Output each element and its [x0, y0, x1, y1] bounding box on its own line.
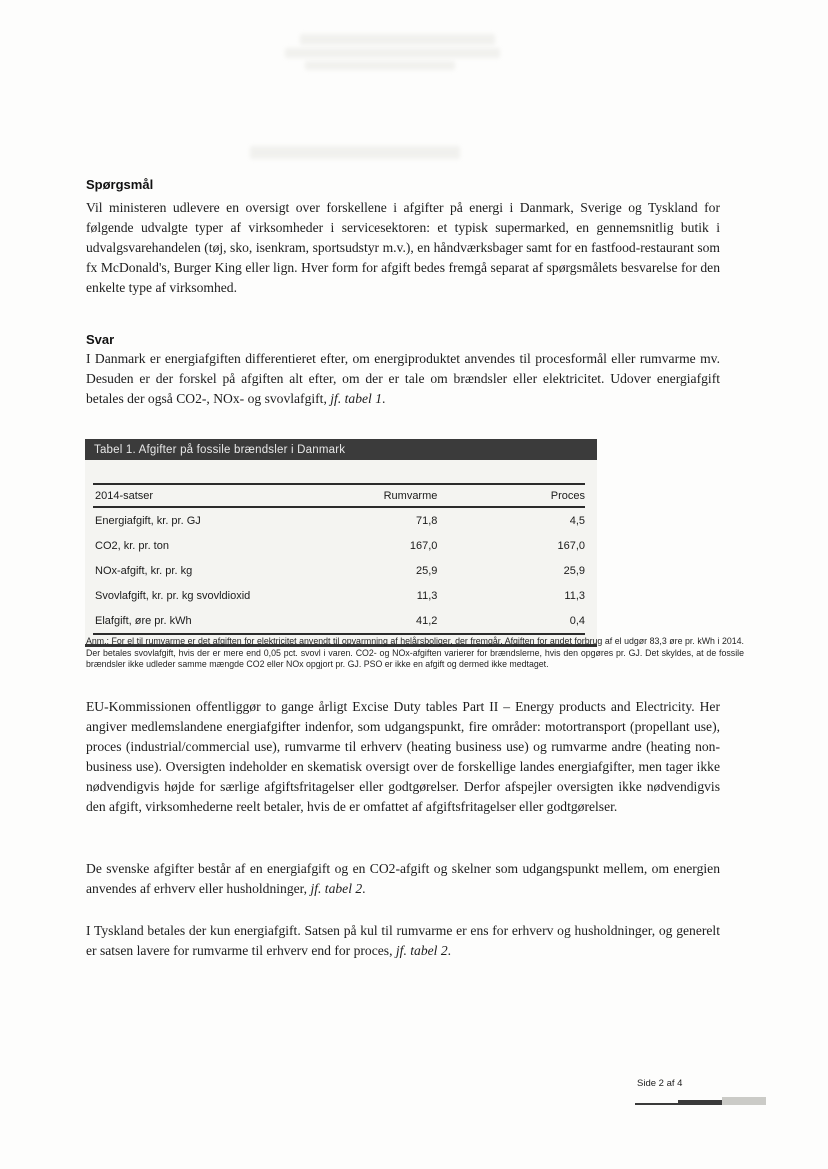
table-1-note: Anm.: For el til rumvarme er det afgiften for elektricitet anvendt til opvarmning af helårsboliger, der fremgår. Afgiften for andet forbrug af el udgør 83,3 øre pr. kWh i 2014. Der betales svovlafgift, hvis der er mere end 0,05 pct. svovl i varen. CO2- og NOx-afgiften varierer for brændslerne, hvis den opgøres pr. GJ. Det skyldes, at de fossile brændsler ikke udleder samme mængde CO2 eller NOx opgjort pr. GJ. PSO er ikke en afgift og dermed ikke medtaget.	[86, 636, 744, 669]
table-2-reference: jf. tabel 2	[395, 943, 448, 958]
cell-rumvarme: 167,0	[409, 540, 438, 552]
cell-rumvarme: 25,9	[415, 565, 438, 577]
cell-label: Svovlafgift, kr. pr. kg svovldioxid	[95, 590, 251, 602]
bleed-through-artifact	[300, 34, 495, 45]
cell-label: Energiafgift, kr. pr. GJ	[95, 515, 201, 527]
cell-proces: 11,3	[564, 590, 585, 602]
page-number-label: Side 2 af 4	[637, 1078, 683, 1089]
footer-bar-segment-light	[722, 1097, 766, 1105]
sweden-paragraph	[86, 859, 720, 899]
cell-proces: 0,4	[437, 608, 585, 634]
cell-label: NOx-afgift, kr. pr. kg	[95, 565, 193, 577]
table-row	[93, 558, 585, 583]
bleed-through-artifact	[250, 146, 460, 159]
bleed-through-artifact	[285, 48, 500, 58]
table-row	[93, 533, 585, 558]
cell-rumvarme: 11,3	[416, 590, 438, 602]
column-header-rumvarme: Rumvarme	[329, 484, 437, 507]
cell-proces: 4,5	[569, 515, 585, 527]
eu-commission-paragraph: EU-Kommissionen offentliggør to gange årligt Excise Duty tables Part II – Energy products and Electricity. Her angiver medlemslandene energiafgifter indenfor, som udgangspunkt, fire områder: motortransport (propellant use), proces (industrial/commercial use), rumvarme til erhverv (heating business use) og rumvarme andre (heating non-business use). Oversigten indeholder en skematisk oversigt over de forskellige landes energiafgifter, men tager ikke nødvendigvis højde for særlige afgiftsfritagelser eller godtgørelser. Derfor afspejler oversigten ikke nødvendigvis den afgift, virksomhederne reelt betaler, hvis de er omfattet af afgiftsfritagelser eller godtgørelser.	[86, 699, 720, 814]
cell-label: Elafgift, øre pr. kWh	[93, 608, 329, 634]
table-row	[93, 583, 585, 608]
sweden-text: De svenske afgifter består af en energiafgift og en CO2-afgift og skelner som udgangspunkt mellem, om energien anvendes af erhverv eller husholdninger,	[86, 861, 720, 896]
table-1	[85, 439, 597, 647]
germany-suffix: .	[447, 943, 452, 958]
answer-intro-text: I Danmark er energiafgiften differentieret efter, om energiproduktet anvendes til procesformål eller rumvarme mv. Desuden er der forskel på afgiften alt efter, om der er tale om brændsler eller elektricitet. Udover energiafgift betales der også CO2-, NOx- og svovlafgift,	[86, 351, 720, 406]
table-2-reference: jf. tabel 2	[310, 881, 363, 896]
table-1-title: Tabel 1. Afgifter på fossile brændsler i Danmark	[85, 439, 597, 460]
footer-bar-segment-thin	[635, 1103, 678, 1106]
table-header-row	[93, 484, 585, 507]
footer-bar-graphic	[635, 1096, 766, 1105]
cell-rumvarme: 41,2	[329, 608, 437, 634]
column-header-proces: Proces	[437, 484, 585, 507]
bleed-through-artifact	[305, 61, 455, 70]
table-1-rows	[93, 507, 585, 634]
table-1-grid	[93, 483, 585, 635]
table-row	[93, 507, 585, 533]
cell-label: CO2, kr. pr. ton	[95, 540, 169, 552]
table-1-body-panel	[85, 460, 597, 647]
question-paragraph: Vil ministeren udlevere en oversigt over forskellene i afgifter på energi i Danmark, Sverige og Tyskland for følgende udvalgte typer af virksomheder i servicesektoren: et typisk supermarked, en gennemsnitlig butik i udvalgsvarehandelen (tøj, sko, isenkram, sportsudstyr m.v.), en håndværksbager samt for en fastfood-restaurant som fx McDonald's, Burger King eller lign. Hver form for afgift bedes fremgå separat af spørgsmålets besvarelse for den enkelte type af virksomhed.	[86, 200, 720, 295]
question-heading: Spørgsmål	[86, 177, 154, 192]
sweden-suffix: .	[362, 881, 366, 896]
table-1-reference: jf. tabel 1	[330, 391, 382, 406]
answer-heading: Svar	[86, 332, 115, 347]
column-header-2014-satser: 2014-satser	[93, 484, 329, 507]
cell-rumvarme: 71,8	[415, 515, 438, 527]
answer-intro-paragraph	[86, 349, 720, 409]
cell-proces: 25,9	[563, 565, 585, 577]
answer-intro-suffix: .	[382, 391, 386, 406]
germany-paragraph	[86, 921, 720, 961]
table-row	[93, 608, 585, 634]
germany-text: I Tyskland betales der kun energiafgift. Satsen på kul til rumvarme er ens for erhverv og husholdninger, og generelt er satsen lavere for rumvarme til erhverv end for proces,	[86, 923, 720, 958]
cell-proces: 167,0	[557, 540, 585, 552]
footer-bar-segment-dark	[678, 1100, 722, 1105]
